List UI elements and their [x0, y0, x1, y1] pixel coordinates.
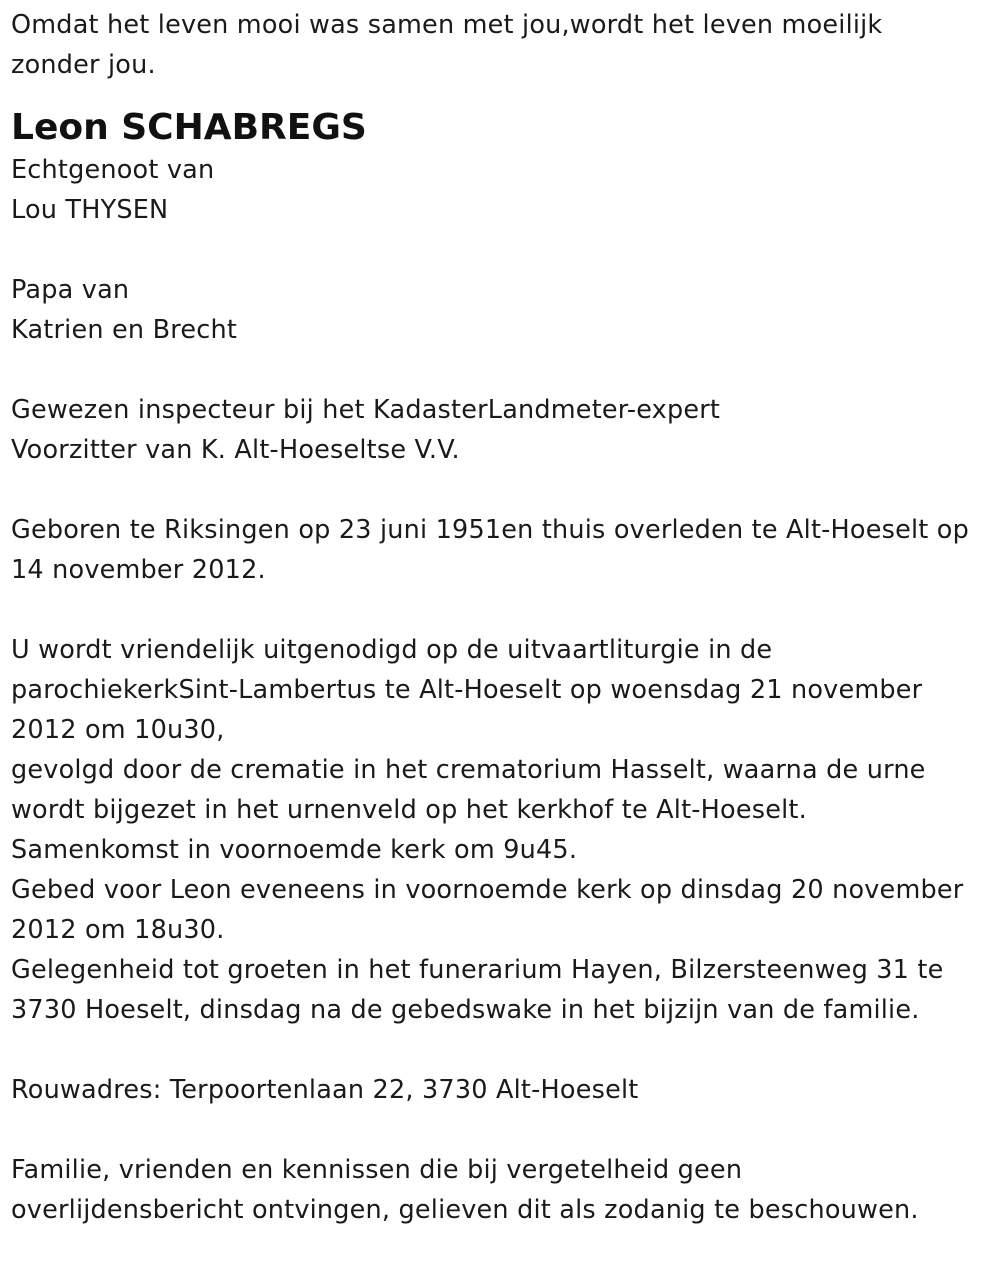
ceremony-line: U wordt vriendelijk uitgenodigd op de uitvaartliturgie in de [11, 635, 773, 665]
spouse-label: Echtgenoot van [11, 155, 215, 185]
deceased-name: Leon SCHABREGS [11, 107, 367, 148]
spacer [11, 1110, 990, 1150]
spacer [11, 230, 990, 270]
role-line-2: Voorzitter van K. Alt-Hoeseltse V.V. [11, 435, 460, 465]
spouse-name: Lou THYSEN [11, 195, 169, 225]
epigraph-line-1: Omdat het leven mooi was samen met jou,wordt het leven moeilijk [11, 10, 883, 40]
mourning-address: Rouwadres: Terpoortenlaan 22, 3730 Alt-Hoeselt [11, 1075, 639, 1105]
ceremony-line: 2012 om 10u30, [11, 715, 225, 745]
spacer [11, 590, 990, 630]
ceremony-line: Gelegenheid tot groeten in het funerarium Hayen, Bilzersteenweg 31 te [11, 955, 944, 985]
ceremony-line: Samenkomst in voornoemde kerk om 9u45. [11, 835, 578, 865]
closing-line-1: Familie, vrienden en kennissen die bij vergetelheid geen [11, 1155, 743, 1185]
role-line-1: Gewezen inspecteur bij het KadasterLandmeter-expert [11, 395, 721, 425]
children-names: Katrien en Brecht [11, 315, 238, 345]
closing-line-2: overlijdensbericht ontvingen, gelieven dit als zodanig te beschouwen. [11, 1195, 919, 1225]
birth-death-line-1: Geboren te Riksingen op 23 juni 1951en thuis overleden te Alt-Hoeselt op [11, 515, 969, 545]
children-label: Papa van [11, 275, 130, 305]
spacer [11, 470, 990, 510]
spacer [11, 350, 990, 390]
ceremony-line: parochiekerkSint-Lambertus te Alt-Hoeselt op woensdag 21 november [11, 675, 923, 705]
ceremony-line: 2012 om 18u30. [11, 915, 225, 945]
ceremony-line: gevolgd door de crematie in het crematorium Hasselt, waarna de urne [11, 755, 926, 785]
ceremony-line: Gebed voor Leon eveneens in voornoemde kerk op dinsdag 20 november [11, 875, 964, 905]
ceremony-line: wordt bijgezet in het urnenveld op het kerkhof te Alt-Hoeselt. [11, 795, 807, 825]
spacer [11, 1030, 990, 1070]
ceremony-line: 3730 Hoeselt, dinsdag na de gebedswake in het bijzijn van de familie. [11, 995, 920, 1025]
birth-death-line-2: 14 november 2012. [11, 555, 266, 585]
epigraph-line-2: zonder jou. [11, 50, 156, 80]
